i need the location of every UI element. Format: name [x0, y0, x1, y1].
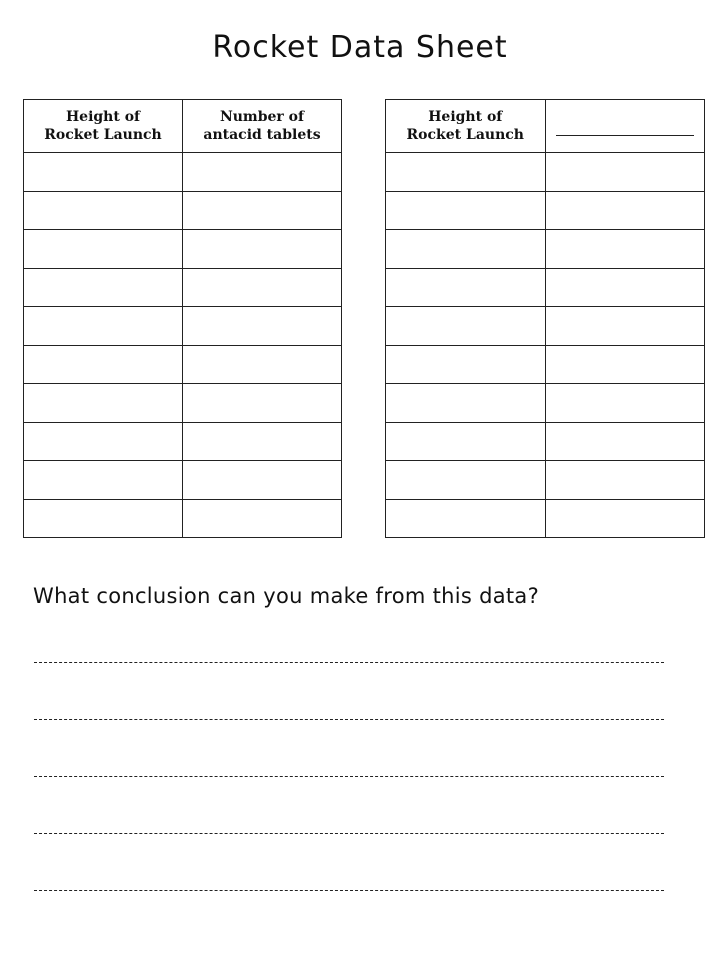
table-row	[386, 499, 705, 538]
table-row	[386, 191, 705, 230]
table-cell[interactable]	[545, 191, 705, 230]
conclusion-question: What conclusion can you make from this data?	[33, 584, 540, 608]
table-cell[interactable]	[183, 384, 342, 423]
table-cell[interactable]	[386, 499, 546, 538]
table-cell[interactable]	[183, 345, 342, 384]
header-text-line: antacid tablets	[203, 127, 321, 143]
data-table-left	[23, 99, 342, 538]
table-cell[interactable]	[386, 384, 546, 423]
header-text-line: Number of	[219, 109, 305, 125]
table-cell[interactable]	[545, 230, 705, 269]
table-row	[24, 153, 342, 192]
table-cell[interactable]	[24, 345, 183, 384]
table-row	[386, 461, 705, 500]
answer-line[interactable]	[34, 719, 664, 720]
table-cell[interactable]	[386, 345, 546, 384]
table-cell[interactable]	[183, 268, 342, 307]
table-cell[interactable]	[545, 499, 705, 538]
table-cell[interactable]	[386, 191, 546, 230]
table-row	[386, 384, 705, 423]
table-row	[386, 345, 705, 384]
table-row	[24, 422, 342, 461]
table-cell[interactable]	[24, 153, 183, 192]
table-cell[interactable]	[386, 307, 546, 346]
table-cell[interactable]	[183, 191, 342, 230]
header-height-of-rocket-launch	[24, 100, 183, 153]
table-cell[interactable]	[24, 191, 183, 230]
table-cell[interactable]	[24, 230, 183, 269]
table-row	[24, 230, 342, 269]
table-row	[386, 268, 705, 307]
header-number-of-antacid-tablets	[183, 100, 342, 153]
table-row	[386, 153, 705, 192]
answer-line[interactable]	[34, 776, 664, 777]
table-row	[24, 307, 342, 346]
data-table-right	[385, 99, 705, 538]
table-row	[24, 384, 342, 423]
table-cell[interactable]	[386, 230, 546, 269]
table-cell[interactable]	[183, 307, 342, 346]
table-row	[24, 461, 342, 500]
table-cell[interactable]	[386, 461, 546, 500]
table-cell[interactable]	[545, 268, 705, 307]
table-cell[interactable]	[386, 422, 546, 461]
table-cell[interactable]	[24, 461, 183, 500]
table-cell[interactable]	[545, 153, 705, 192]
header-height-of-rocket-launch	[386, 100, 546, 153]
table-row	[386, 307, 705, 346]
header-text-line: Rocket Launch	[406, 127, 524, 143]
table-cell[interactable]	[386, 153, 546, 192]
table-header-row	[386, 100, 705, 153]
table-cell[interactable]	[24, 384, 183, 423]
page-title: Rocket Data Sheet	[212, 30, 508, 65]
table-cell[interactable]	[545, 384, 705, 423]
table-row	[24, 345, 342, 384]
header-blank-variable[interactable]	[545, 100, 705, 153]
answer-line[interactable]	[34, 833, 664, 834]
table-cell[interactable]	[545, 307, 705, 346]
table-cell[interactable]	[183, 230, 342, 269]
table-cell[interactable]	[386, 268, 546, 307]
table-row	[24, 499, 342, 538]
table-row	[24, 191, 342, 230]
table-row	[24, 268, 342, 307]
table-cell[interactable]	[24, 422, 183, 461]
table-cell[interactable]	[183, 461, 342, 500]
table-cell[interactable]	[183, 499, 342, 538]
table-cell[interactable]	[545, 345, 705, 384]
header-text-line: Rocket Launch	[44, 127, 162, 143]
blank-header-line[interactable]	[556, 117, 694, 136]
table-cell[interactable]	[183, 153, 342, 192]
answer-line[interactable]	[34, 662, 664, 663]
table-cell[interactable]	[24, 268, 183, 307]
table-cell[interactable]	[24, 499, 183, 538]
table-cell[interactable]	[24, 307, 183, 346]
answer-line[interactable]	[34, 890, 664, 891]
table-cell[interactable]	[183, 422, 342, 461]
table-cell[interactable]	[545, 461, 705, 500]
header-text-line: Height of	[65, 109, 141, 125]
table-row	[386, 230, 705, 269]
header-text-line: Height of	[428, 109, 503, 125]
table-header-row	[24, 100, 342, 153]
table-cell[interactable]	[545, 422, 705, 461]
table-row	[386, 422, 705, 461]
